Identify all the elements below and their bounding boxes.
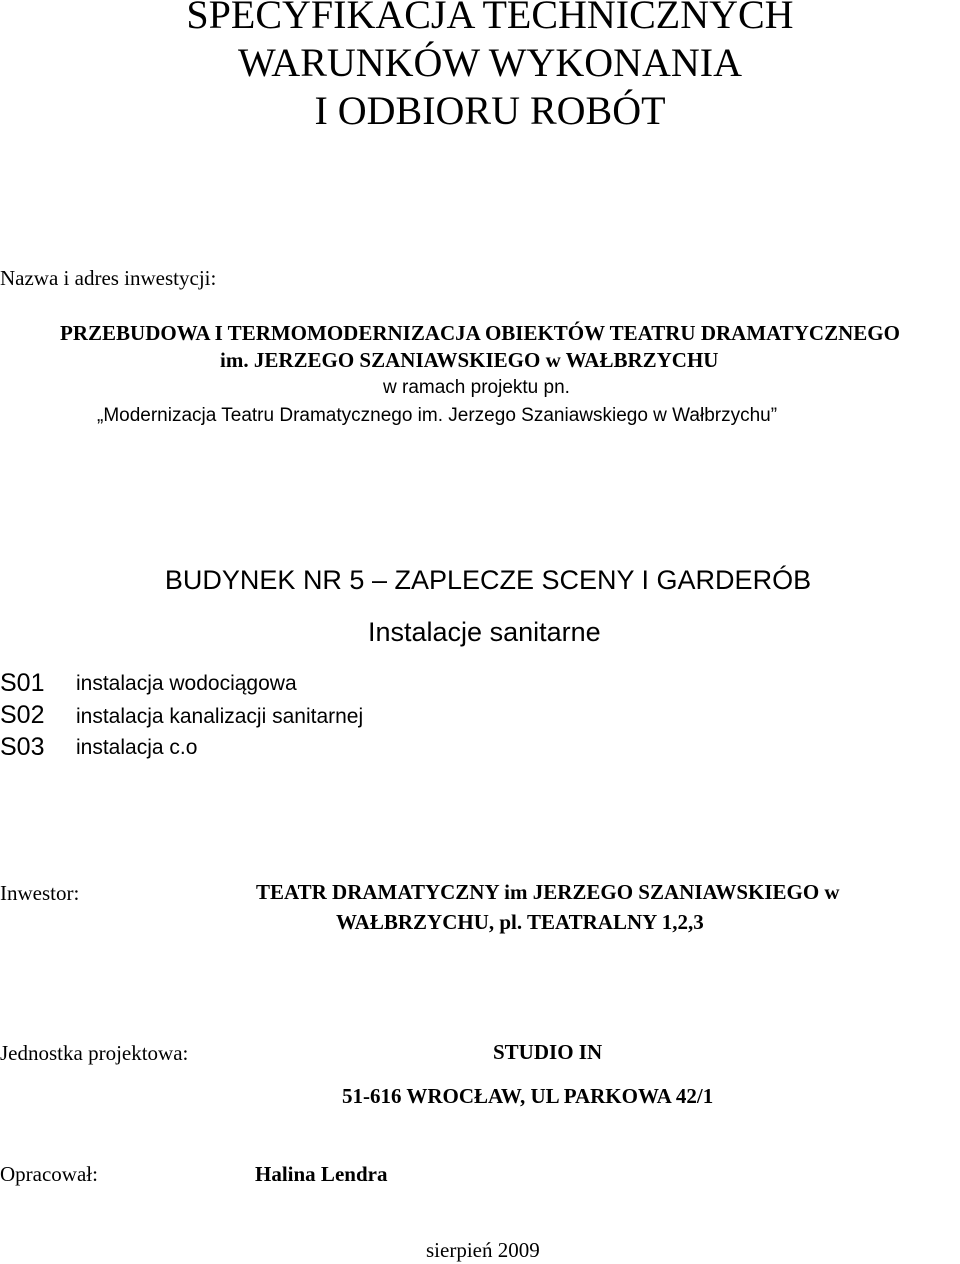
item-label: instalacja wodociągowa [76, 672, 297, 695]
title-line-3: I ODBIORU ROBÓT [314, 88, 666, 133]
investment-name-line-2: im. JERZEGO SZANIAWSKIEGO w WAŁBRZYCHU [220, 348, 719, 372]
investment-label: Nazwa i adres inwestycji: [0, 266, 217, 290]
design-unit-address: 51-616 WROCŁAW, UL PARKOWA 42/1 [342, 1084, 714, 1108]
design-unit-label: Jednostka projektowa: [0, 1041, 189, 1065]
item-code: S03 [0, 733, 45, 761]
item-label: instalacja c.o [76, 736, 198, 759]
item-code: S02 [0, 701, 45, 729]
investment-name-line-1: PRZEBUDOWA I TERMOMODERNIZACJA OBIEKTÓW TEATRU DRAMATYCZNEGO [60, 321, 900, 345]
prepared-by-label: Opracował: [0, 1162, 98, 1186]
title-line-2: WARUNKÓW WYKONANIA [237, 40, 743, 85]
building-subtitle: Instalacje sanitarne [368, 617, 601, 647]
item-label: instalacja kanalizacji sanitarnej [76, 705, 364, 728]
project-intro: w ramach projektu pn. [383, 377, 570, 398]
title-line-1: SPECYFIKACJA TECHNICZNYCH [186, 0, 794, 37]
project-name: „Modernizacja Teatru Dramatycznego im. Jerzego Szaniawskiego w Wałbrzychu” [97, 405, 778, 426]
investor-line-1: TEATR DRAMATYCZNY im JERZEGO SZANIAWSKIEGO w [256, 880, 840, 904]
design-unit-name: STUDIO IN [493, 1040, 603, 1064]
prepared-by-name: Halina Lendra [255, 1162, 388, 1186]
building-title: BUDYNEK NR 5 – ZAPLECZE SCENY I GARDERÓB [164, 565, 812, 595]
item-code: S01 [0, 669, 45, 697]
investor-line-2: WAŁBRZYCHU, pl. TEATRALNY 1,2,3 [336, 910, 704, 934]
investor-label: Inwestor: [0, 881, 80, 905]
document-date: sierpień 2009 [426, 1238, 540, 1262]
